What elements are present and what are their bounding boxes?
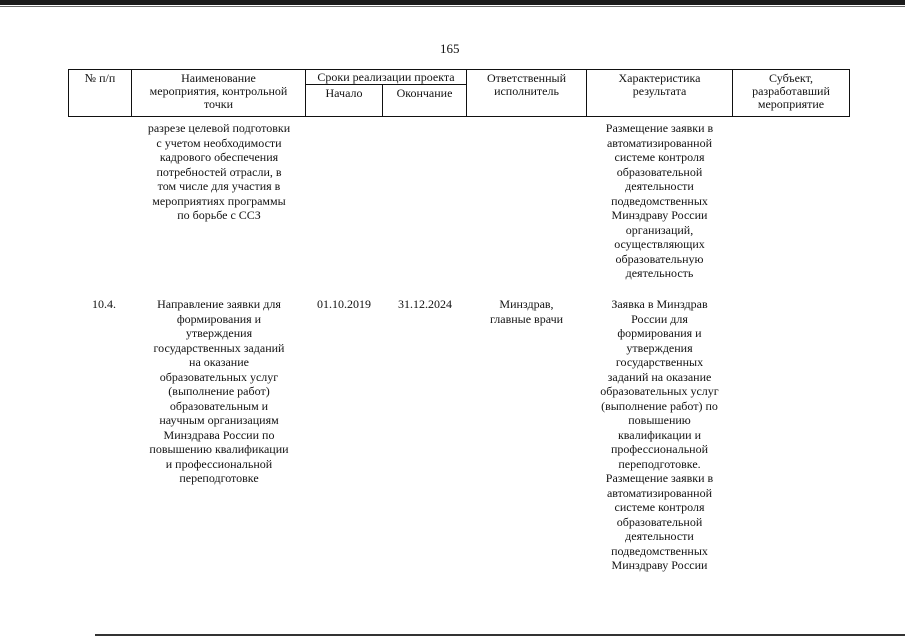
period-sub-line	[305, 84, 466, 85]
header-name: Наименование мероприятия, контрольной точки	[149, 71, 288, 111]
top-rule	[0, 0, 905, 5]
row1-result: Размещение заявки в автоматизированной системе контроля образовательной деятельности подведомственных Минздраву России организаций, осуществляющих образовательную деятельность	[605, 121, 714, 280]
row2-end: 31.12.2024	[398, 297, 452, 311]
row2-number: 10.4.	[92, 297, 116, 311]
row2-start: 01.10.2019	[317, 297, 371, 311]
row1-name: разрезе целевой подготовки с учетом необходимости кадрового обеспечения потребностей отрасли, в том числе для участия в мероприятиях программы по борьбе с ССЗ	[147, 121, 291, 222]
header-num: № п/п	[84, 71, 116, 85]
page-number: 165	[440, 41, 460, 56]
header-start: Начало	[325, 86, 363, 100]
header-period: Сроки реализации проекта	[317, 70, 455, 84]
top-rule-thin	[0, 6, 905, 7]
col-line-7	[849, 69, 850, 117]
header-responsible: Ответственный исполнитель	[486, 71, 567, 98]
table-header	[68, 69, 850, 117]
header-subject: Субъект, разработавший мероприятие	[752, 71, 830, 111]
header-result: Характеристика результата	[618, 71, 701, 98]
row2-responsible: Минздрав, главные врачи	[489, 297, 564, 326]
row2-result: Заявка в Минздрав России для формирования и утверждения государственных заданий на оказание образовательных услуг (выполнение работ) по повышению квалификации и профессиональной переподготовке. Размещение заявки в автоматизированной системе контроля образовательной деятельности подведомственных Минздраву России	[600, 297, 719, 572]
bottom-rule	[95, 634, 905, 636]
row2-name: Направление заявки для формирования и утверждения государственных заданий на оказание образовательных услуг (выполнение работ) образовательным и научным организациям Минздрава России по повышению квалификации и профессиональной переподготовке	[149, 297, 289, 485]
header-end: Окончание	[396, 86, 453, 100]
